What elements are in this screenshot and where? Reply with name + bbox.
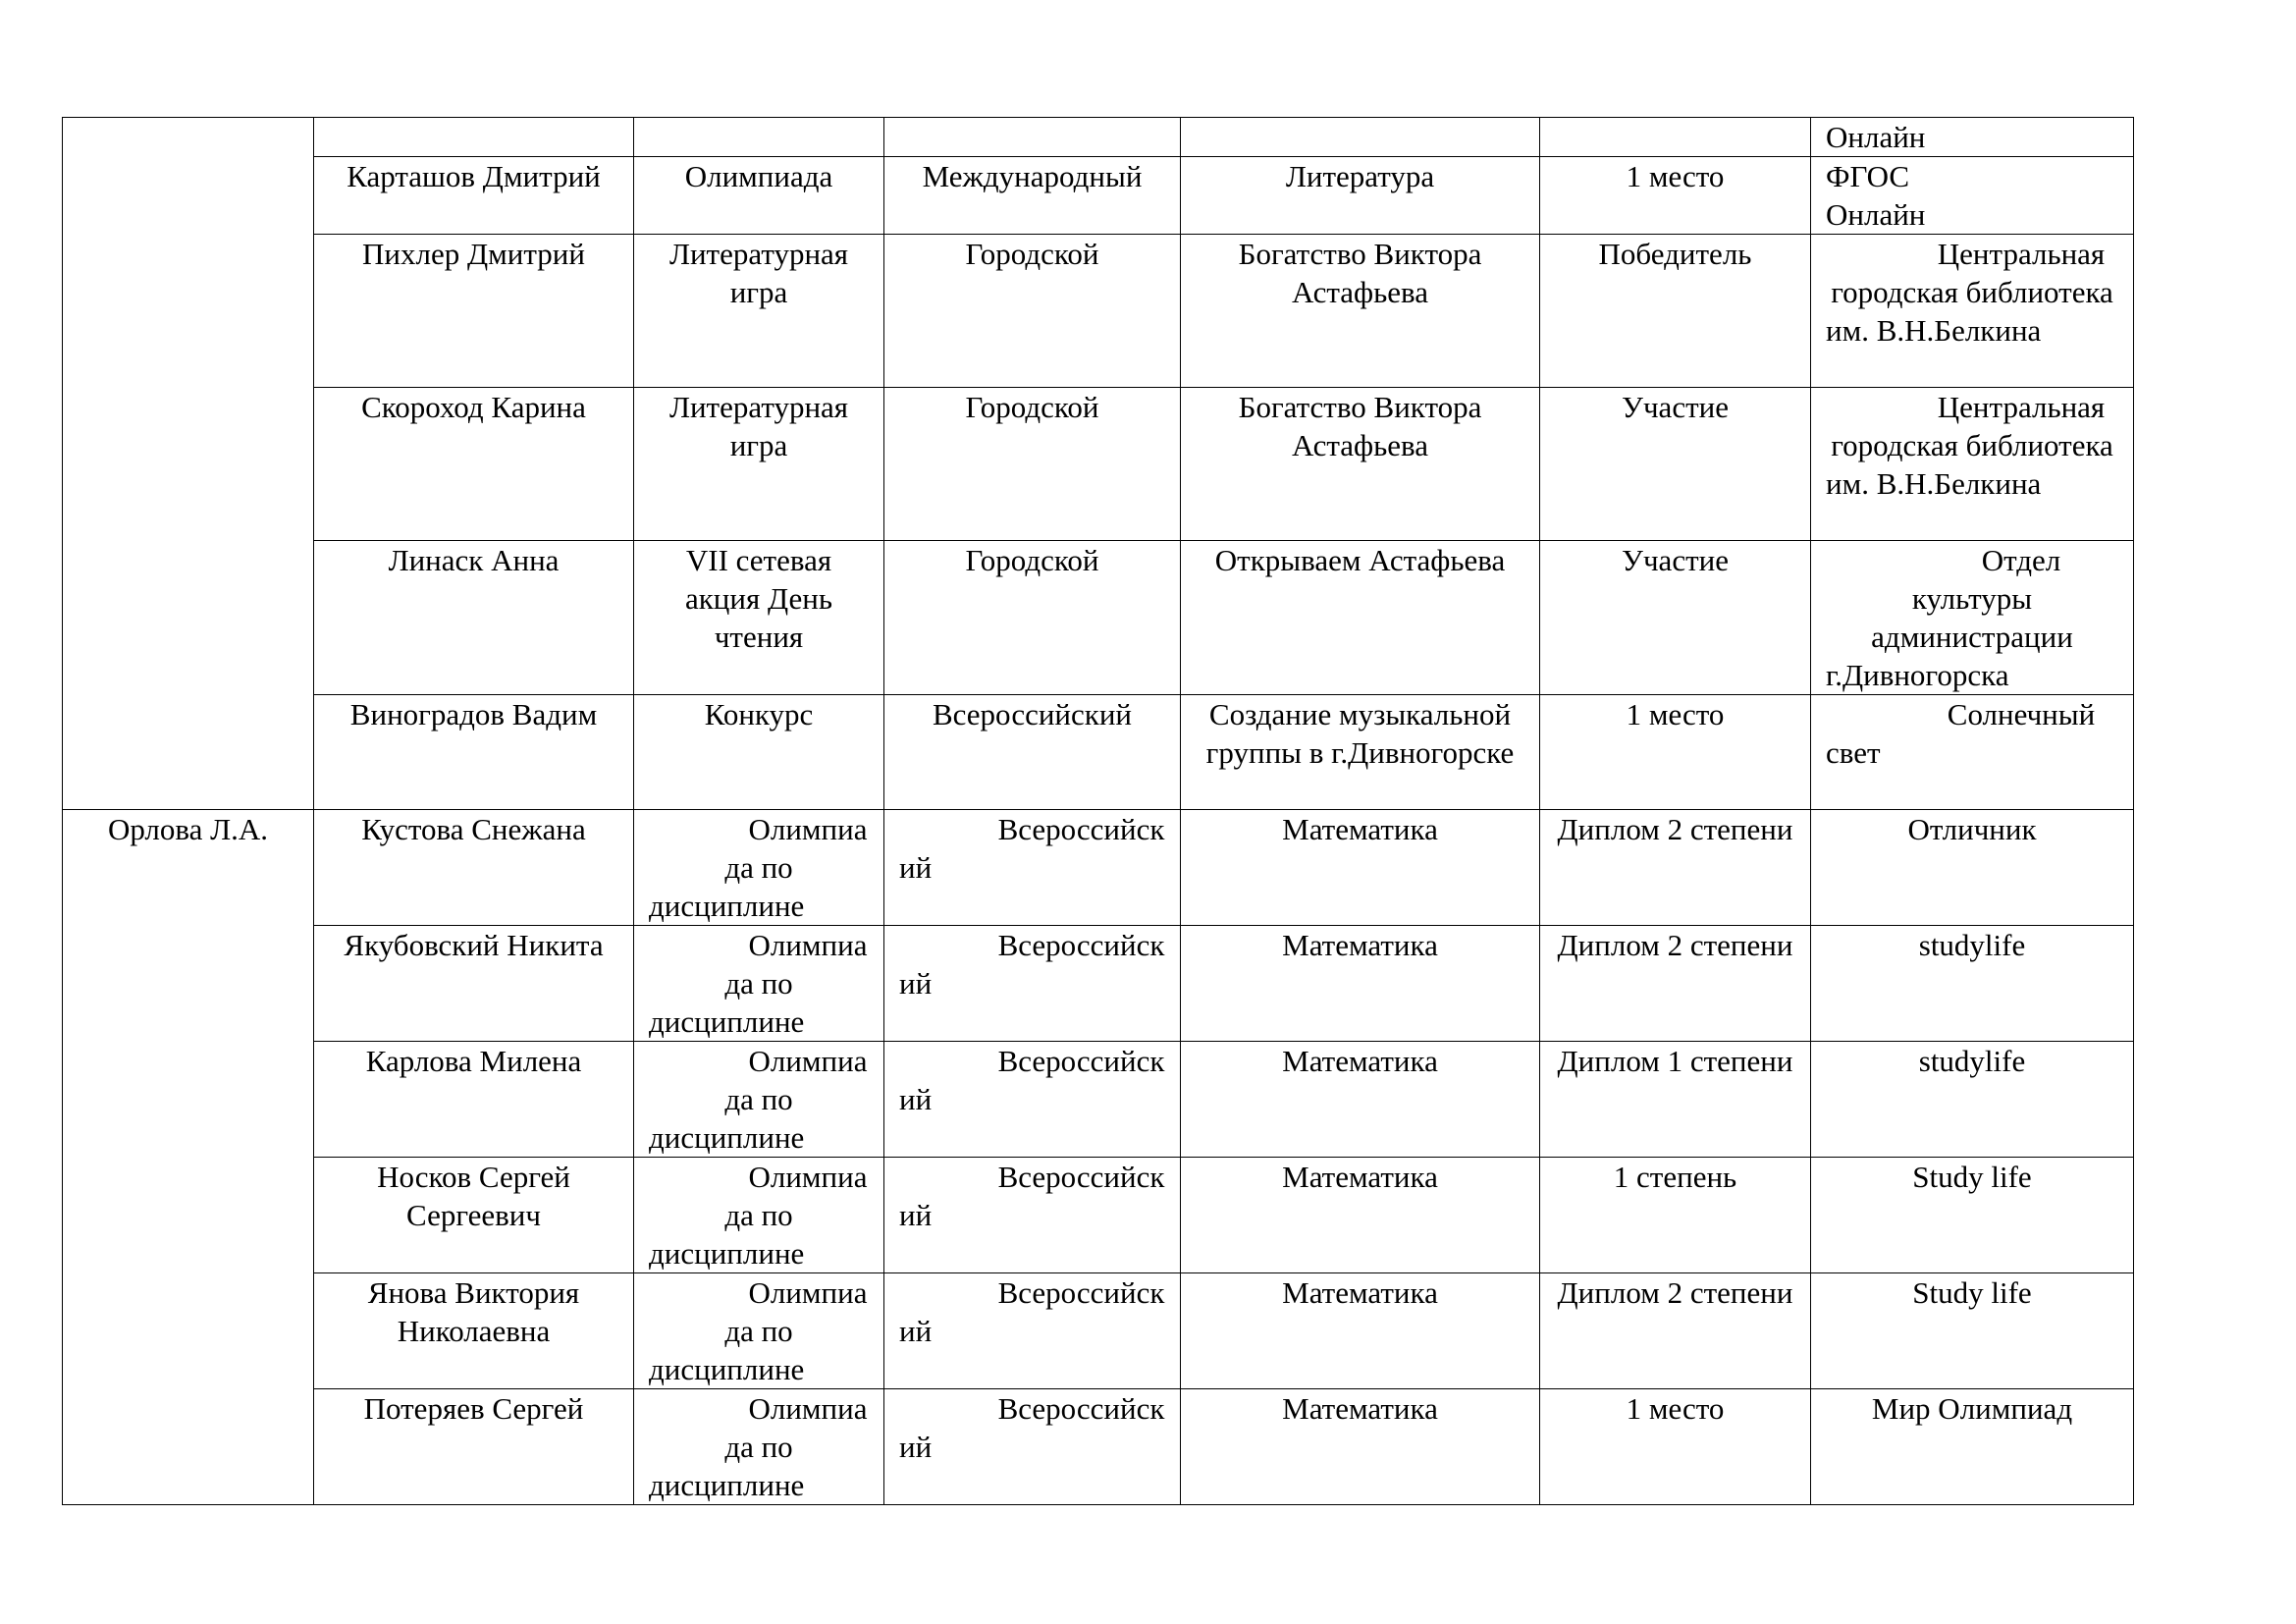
table-row [63, 1273, 2134, 1389]
student-cell: Янова Виктория Николаевна [314, 1273, 634, 1389]
level-cell: Всероссийский [884, 695, 1181, 810]
organizer-cell: studylife [1811, 926, 2134, 1042]
event-cell: Олимпиада по дисциплине [634, 1042, 884, 1158]
level-cell: Городской [884, 235, 1181, 388]
event-cell: Олимпиада [634, 157, 884, 235]
result-cell: Участие [1540, 388, 1811, 541]
organizer-cell: studylife [1811, 1042, 2134, 1158]
student-cell [314, 118, 634, 157]
subject-cell: Математика [1181, 1042, 1540, 1158]
result-cell: 1 место [1540, 157, 1811, 235]
table-row [63, 1158, 2134, 1273]
event-cell: VII сетевая акция День чтения [634, 541, 884, 695]
result-cell: 1 степень [1540, 1158, 1811, 1273]
table-row [63, 695, 2134, 810]
organizer-cell [1811, 118, 2134, 157]
subject-cell: Математика [1181, 810, 1540, 926]
student-cell: Пихлер Дмитрий [314, 235, 634, 388]
level-cell: Городской [884, 388, 1181, 541]
result-cell: 1 место [1540, 695, 1811, 810]
student-cell: Виноградов Вадим [314, 695, 634, 810]
event-cell: Олимпиада по дисциплине [634, 1389, 884, 1505]
result-cell: Диплом 1 степени [1540, 1042, 1811, 1158]
organizer-cell: Отдел культуры администрации г.Дивногорска [1811, 541, 2134, 695]
student-cell: Якубовский Никита [314, 926, 634, 1042]
result-cell: Победитель [1540, 235, 1811, 388]
organizer-cell [1811, 157, 2134, 235]
table-row [63, 541, 2134, 695]
subject-cell: Создание музыкальной группы в г.Дивногорске [1181, 695, 1540, 810]
subject-cell: Математика [1181, 926, 1540, 1042]
table-row [63, 810, 2134, 926]
table-row [63, 235, 2134, 388]
event-cell: Литературная игра [634, 388, 884, 541]
table-row [63, 1042, 2134, 1158]
level-cell: Всероссийский [884, 926, 1181, 1042]
event-cell: Олимпиада по дисциплине [634, 810, 884, 926]
level-cell: Всероссийский [884, 1389, 1181, 1505]
subject-cell: Математика [1181, 1158, 1540, 1273]
subject-cell: Математика [1181, 1273, 1540, 1389]
teacher-cell [63, 118, 314, 810]
organizer-cell: Центральная городская библиотека им. В.Н.Белкина [1811, 235, 2134, 388]
subject-cell: Богатство Виктора Астафьева [1181, 388, 1540, 541]
organizer-cell: Study life [1811, 1273, 2134, 1389]
organizer-cell: Центральная городская библиотека им. В.Н.Белкина [1811, 388, 2134, 541]
organizer-cell: Study life [1811, 1158, 2134, 1273]
organizer-cell: Солнечный свет [1811, 695, 2134, 810]
teacher-cell: Орлова Л.А. [63, 810, 314, 1505]
table-row [63, 118, 2134, 157]
student-cell: Носков Сергей Сергеевич [314, 1158, 634, 1273]
event-cell: Олимпиада по дисциплине [634, 926, 884, 1042]
subject-cell: Литература [1181, 157, 1540, 235]
level-cell: Международный [884, 157, 1181, 235]
level-cell: Всероссийский [884, 1042, 1181, 1158]
subject-cell: Богатство Виктора Астафьева [1181, 235, 1540, 388]
table-row [63, 157, 2134, 235]
result-cell: Диплом 2 степени [1540, 926, 1811, 1042]
result-cell: Диплом 2 степени [1540, 1273, 1811, 1389]
subject-cell: Открываем Астафьева [1181, 541, 1540, 695]
student-cell: Кустова Снежана [314, 810, 634, 926]
event-cell: Литературная игра [634, 235, 884, 388]
event-cell [634, 118, 884, 157]
organizer-cell: Отличник [1811, 810, 2134, 926]
result-cell: Диплом 2 степени [1540, 810, 1811, 926]
student-cell: Карлова Милена [314, 1042, 634, 1158]
table-row [63, 926, 2134, 1042]
level-cell: Городской [884, 541, 1181, 695]
organizer-text: Онлайн [1826, 120, 1926, 154]
subject-cell: Математика [1181, 1389, 1540, 1505]
organizer-text: ФГОС Онлайн [1826, 159, 1926, 232]
table-row [63, 388, 2134, 541]
result-cell [1540, 118, 1811, 157]
student-cell: Карташов Дмитрий [314, 157, 634, 235]
results-table [62, 117, 2134, 1505]
table-row [63, 1389, 2134, 1505]
student-cell: Линаск Анна [314, 541, 634, 695]
subject-cell [1181, 118, 1540, 157]
event-cell: Олимпиада по дисциплине [634, 1273, 884, 1389]
student-cell: Потеряев Сергей [314, 1389, 634, 1505]
level-cell: Всероссийский [884, 1158, 1181, 1273]
level-cell: Всероссийский [884, 1273, 1181, 1389]
level-cell: Всероссийский [884, 810, 1181, 926]
result-cell: 1 место [1540, 1389, 1811, 1505]
result-cell: Участие [1540, 541, 1811, 695]
student-cell: Скороход Карина [314, 388, 634, 541]
event-cell: Олимпиада по дисциплине [634, 1158, 884, 1273]
organizer-cell: Мир Олимпиад [1811, 1389, 2134, 1505]
level-cell [884, 118, 1181, 157]
event-cell: Конкурс [634, 695, 884, 810]
